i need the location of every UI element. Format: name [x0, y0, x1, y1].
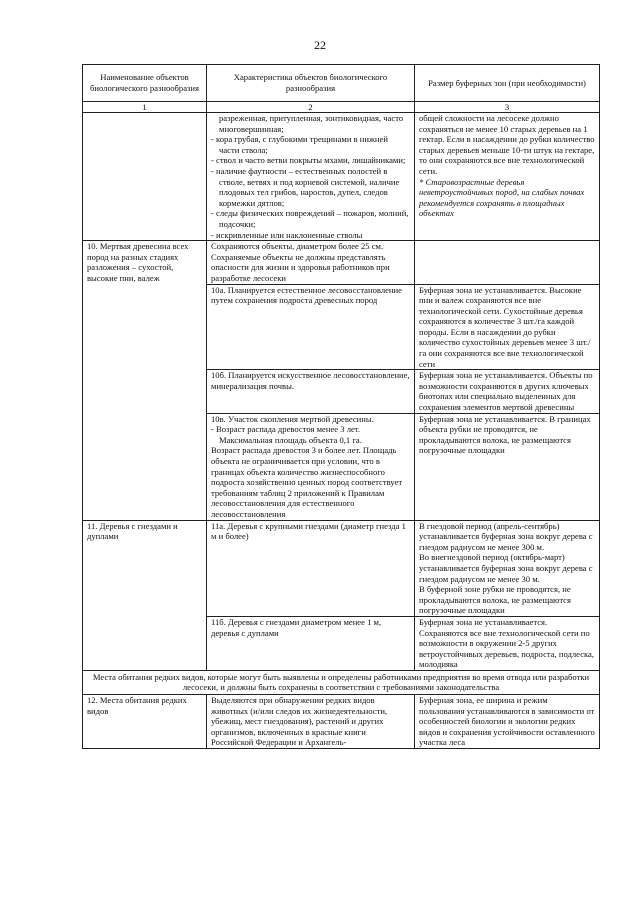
- row11-name: 11. Деревья с гнездами и дуплами: [83, 520, 207, 670]
- row11b-char: 11б. Деревья с гнездами диаметром менее 1 м, деревья с дуплами: [207, 616, 415, 670]
- row10c-char: [207, 413, 415, 520]
- row11a-buffer-line: В гнездовой период (апрель-сентябрь) устанавливается буферная зона вокруг дерева с гнездом радиусом не менее 300 м.: [419, 520, 593, 552]
- header-col2: Характеристика объектов биологического разнообразия: [207, 65, 415, 102]
- rare-species-section-heading: Места обитания редких видов, которые могут быть выявлены и определены работниками предприятия во время отвода или разработки лесосеки, и должны быть сохранены в соответствии с требованиями законодательства: [83, 670, 600, 694]
- row11b-buffer: Буферная зона не устанавливается. Сохраняются все вне технологической сети по возможности в окружении 2-5 других ветроустойчивых деревьев, подроста, подлеска, молодняка: [415, 616, 600, 670]
- cont-name-cell: [83, 113, 207, 241]
- row10-general: Сохраняются объекты, диаметром более 25 см. Сохраняемые объекты не должны представлять опасности для жизни и здоровья работников при разработке лесосеки: [207, 241, 415, 284]
- row12-name: 12. Места обитания редких видов: [83, 695, 207, 749]
- cont-char-line: - кора грубая, с глубокими трещинами в нижней части ствола;: [211, 134, 388, 155]
- row12-buffer: Буферная зона, ее ширина и режим пользования устанавливаются в зависимости от особенностей биологии и экологии редких видов и сохранения устойчивости оставленного участка леса: [415, 695, 600, 749]
- row11a-char: 11а. Деревья с крупными гнездами (диаметр гнезда 1 м и более): [207, 520, 415, 616]
- cont-char-line: - ствол и часто ветви покрыты мхами, лишайниками;: [211, 155, 406, 166]
- row10c-char-line: - Возраст распада древостоя менее 3 лет. Максимальная площадь объекта 0,1 га.: [211, 424, 362, 445]
- cont-char-line: - наличие фаутности – естественных полостей в стволе, ветвях и под корневой системой, наличие плодовых тел грибов, наростов, дупел, следов кормежки дятлов;: [211, 165, 400, 208]
- page-number: 22: [314, 38, 326, 52]
- column-number-row: [83, 102, 600, 113]
- row11a-buffer: [415, 520, 600, 616]
- table-row: [83, 113, 600, 241]
- row10c-char-line: Возраст распада древостоя 3 и более лет. Площадь объекта не ограничивается при условии, что в границах объекта количество жизнеспособного подроста хозяйственно ценных пород соответствует требованиям таблиц 2 приложений к Правилам лесовосстановления для естественного лесовосстановления: [211, 445, 403, 519]
- row11a-buffer-line: В буферной зоне рубки не проводятся, не прокладываются волока, не размещаются погрузочные площадки: [419, 584, 571, 616]
- row10b-buffer: Буферная зона не устанавливается. Объекты по возможности сохраняются в других ключевых биотопах или специально выделенных для сохранения элементов мертвой древесины: [415, 370, 600, 413]
- row12-char: Выделяются при обнаружении редких видов животных (и/или следов их жизнедеятельности, убежищ, мест гнездования), растений и других организмов, включенных в красные книги Российской Федерации и Архангель-: [207, 695, 415, 749]
- table-row: [83, 695, 600, 749]
- row10c-char-line: 10в. Участок скопления мертвой древесины.: [211, 413, 374, 424]
- table-row: [83, 520, 600, 616]
- row10-name: 10. Мертвая древесина всех пород на разных стадиях разложения – сухостой, высокие пни, валеж: [83, 241, 207, 520]
- column-number-1: 1: [83, 102, 207, 113]
- column-number-3: 3: [415, 102, 600, 113]
- cont-buffer-note: * Старовозрастные деревья неветроустойчивых пород, на слабых почвах рекомендуется сохранять в площадных объектах: [419, 176, 585, 219]
- table-header-row: [83, 65, 600, 102]
- cont-buffer-cell: [415, 113, 600, 241]
- biodiversity-table: [82, 64, 600, 749]
- cont-char-line: - искривленные или наклоненные стволы: [211, 229, 363, 240]
- cont-char-cell: [207, 113, 415, 241]
- row10a-char: 10а. Планируется естественное лесовосстановление путем сохранения подроста древесных пород: [207, 284, 415, 370]
- row11a-buffer-line: Во внегнездовой период (октябрь-март) устанавливается буферная зона вокруг дерева с гнездом радиусом не менее 30 м.: [419, 552, 593, 584]
- table-row: [83, 670, 600, 694]
- row10c-buffer: Буферная зона не устанавливается. В границах объекта рубки не проводятся, не прокладываются волока, не размещаются погрузочные площадки: [415, 413, 600, 520]
- column-number-2: 2: [207, 102, 415, 113]
- header-col1: Наименование объектов биологического разнообразия: [83, 65, 207, 102]
- table-row: [83, 241, 600, 284]
- row10a-buffer: Буферная зона не устанавливается. Высокие пни и валеж сохраняются все вне технологической сети. Сухостойные деревья сохраняются в количестве 3 шт./га каждой породы. Если в насаждении до рубки количество сухостойных деревьев менее 3 шт./га они сохраняются все вне технологической сети: [415, 284, 600, 370]
- cont-char-line: разреженная, притупленная, зонтиковидная, часто многовершинная;: [219, 113, 404, 134]
- cont-buffer-text: общей сложности на лесосеке должно сохраняться не менее 10 старых деревьев на 1 гектар. Если в насаждении до рубки количество старых деревьев меньше 10-ти штук на гектаре, то они сохраняются все вне технологической сети.: [419, 113, 595, 176]
- row10-general-buffer: [415, 241, 600, 284]
- cont-char-line: - следы физических повреждений – пожаров, молний, подсочки;: [211, 208, 409, 229]
- row10b-char: 10б. Планируется искусственное лесовосстановление, минерализация почвы.: [207, 370, 415, 413]
- header-col3: Размер буферных зон (при необходимости): [415, 65, 600, 102]
